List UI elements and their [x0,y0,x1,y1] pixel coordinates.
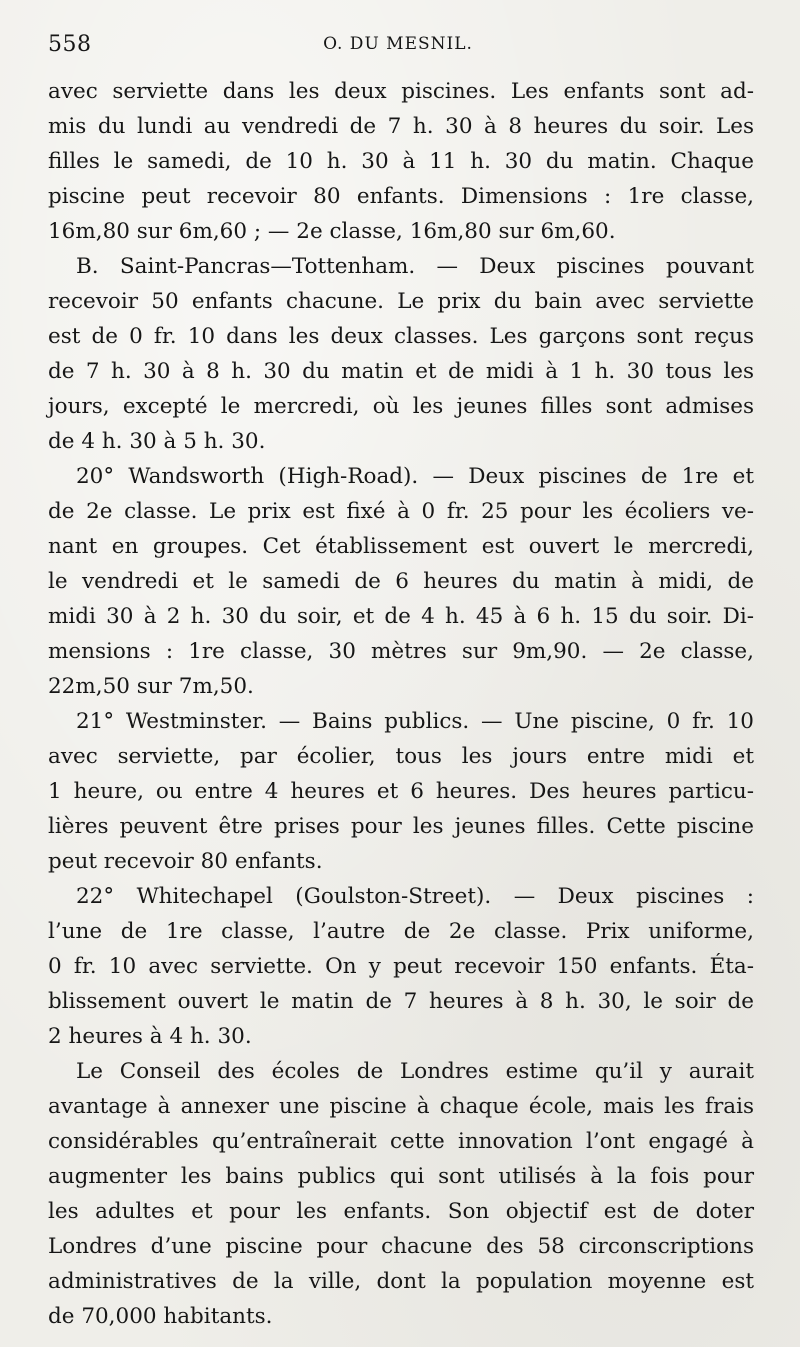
text-line: Londres d’une piscine pour chacune des 58 circonscriptions [48,1234,754,1259]
text-line: les adultes et pour les enfants. Son objectif est de doter [48,1199,754,1224]
page-header [48,32,748,62]
text-line: 20° Wandsworth (High-Road). — Deux piscines de 1re et [76,464,754,489]
text-line: avantage à annexer une piscine à chaque école, mais les frais [48,1094,754,1119]
text-line: 1 heure, ou entre 4 heures et 6 heures. Des heures particu- [48,779,754,804]
text-line: 0 fr. 10 avec serviette. On y peut recevoir 150 enfants. Éta- [48,954,754,979]
text-line: 22° Whitechapel (Goulston-Street). — Deux piscines : [76,884,754,909]
text-line: jours, excepté le mercredi, où les jeunes filles sont admises [48,394,754,419]
text-line: augmenter les bains publics qui sont utilisés à la fois pour [48,1164,754,1189]
text-line: avec serviette dans les deux piscines. Les enfants sont ad- [48,79,754,104]
text-line: 22m,50 sur 7m,50. [48,674,254,699]
text-line: de 4 h. 30 à 5 h. 30. [48,429,266,454]
text-line: de 2e classe. Le prix est fixé à 0 fr. 25 pour les écoliers ve- [48,499,754,524]
text-line: blissement ouvert le matin de 7 heures à 8 h. 30, le soir de [48,989,754,1014]
text-line: nant en groupes. Cet établissement est ouvert le mercredi, [48,534,754,559]
text-line: est de 0 fr. 10 dans les deux classes. Les garçons sont reçus [48,324,754,349]
running-head: O. DU MESNIL. [323,34,473,54]
text-line: le vendredi et le samedi de 6 heures du matin à midi, de [48,569,754,594]
text-line: 21° Westminster. — Bains publics. — Une piscine, 0 fr. 10 [76,709,754,734]
text-line: avec serviette, par écolier, tous les jours entre midi et [48,744,754,769]
text-line: 2 heures à 4 h. 30. [48,1024,252,1049]
text-line: mensions : 1re classe, 30 mètres sur 9m,90. — 2e classe, [48,639,754,664]
text-line: recevoir 50 enfants chacune. Le prix du bain avec serviette [48,289,754,314]
text-line: l’une de 1re classe, l’autre de 2e classe. Prix uniforme, [48,919,754,944]
text-line: filles le samedi, de 10 h. 30 à 11 h. 30 du matin. Chaque [48,149,754,174]
text-line: 16m,80 sur 6m,60 ; — 2e classe, 16m,80 sur 6m,60. [48,219,616,244]
text-line: Le Conseil des écoles de Londres estime qu’il y aurait [76,1059,754,1084]
text-line: de 70,000 habitants. [48,1304,273,1329]
page-number: 558 [48,32,92,57]
text-line: considérables qu’entraînerait cette innovation l’ont engagé à [48,1129,754,1154]
text-line: de 7 h. 30 à 8 h. 30 du matin et de midi à 1 h. 30 tous les [48,359,754,384]
text-line: peut recevoir 80 enfants. [48,849,323,874]
text-line: mis du lundi au vendredi de 7 h. 30 à 8 heures du soir. Les [48,114,754,139]
text-line: piscine peut recevoir 80 enfants. Dimensions : 1re classe, [48,184,754,209]
text-line: lières peuvent être prises pour les jeunes filles. Cette piscine [48,814,754,839]
text-line: administratives de la ville, dont la population moyenne est [48,1269,754,1294]
body-text [48,74,754,1334]
text-line: midi 30 à 2 h. 30 du soir, et de 4 h. 45 à 6 h. 15 du soir. Di- [48,604,754,629]
text-line: B. Saint-Pancras—Tottenham. — Deux piscines pouvant [76,254,754,279]
